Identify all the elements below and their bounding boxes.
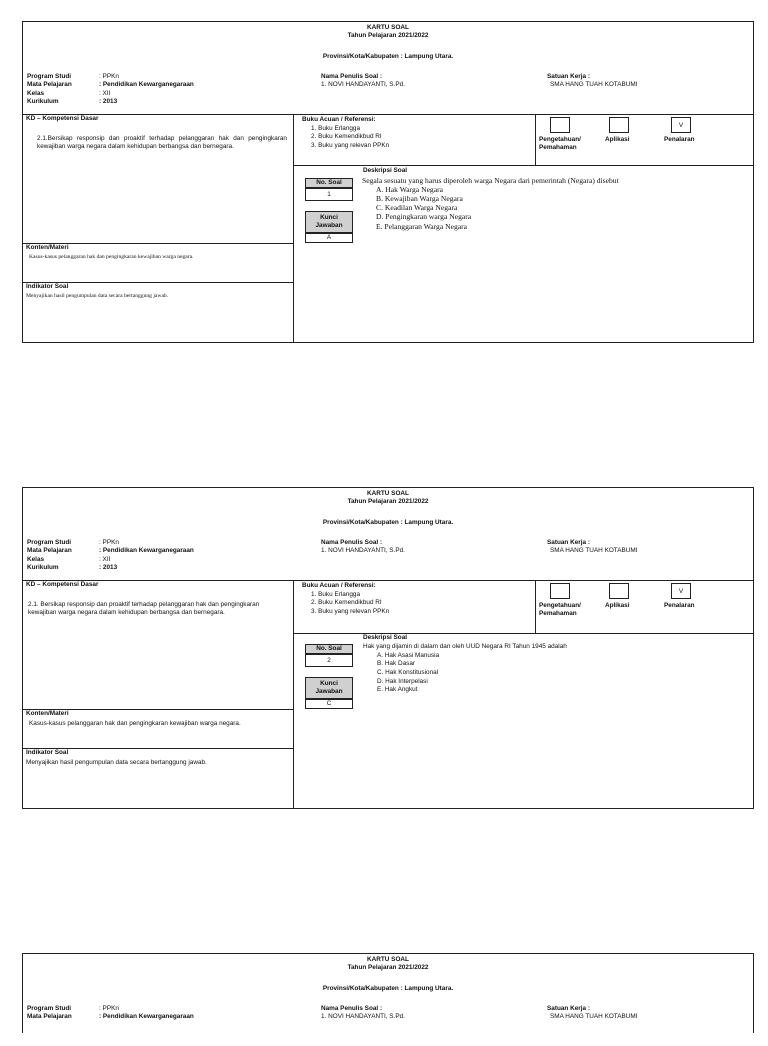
option-e[interactable]: E. Hak Angkut [377, 686, 418, 694]
option-e[interactable]: E. Pelanggaran Warga Negara [376, 221, 468, 231]
option-c[interactable]: C. Keadilan Warga Negara [376, 203, 458, 213]
card-header [23, 954, 753, 1046]
no-soal-label: No. Soal [305, 178, 353, 188]
question-card-3 [22, 953, 754, 1033]
level-label-pengetahuan: Pengetahuan/ Pemahaman [539, 136, 581, 152]
card-title: KARTU SOAL [367, 956, 409, 963]
writer-label: Nama Penulis Soal : [321, 1005, 383, 1012]
option-d[interactable]: D. Hak Interpelasi [377, 677, 428, 685]
indikator-label: Indikator Soal [26, 749, 69, 756]
ref-label: Buku Acuan / Referensi: [302, 116, 376, 123]
field-value: : PPKn [99, 1005, 119, 1012]
field-label: Program Studi [27, 539, 72, 546]
unit-label: Satuan Kerja : [547, 539, 590, 546]
field-value: : 2013 [99, 97, 118, 105]
konten-label: Konten/Materi [26, 244, 69, 251]
question-text: Segala sesuatu yang harus diperoleh warga Negara dari pemerintah (Negara) disebut [362, 176, 619, 185]
card-header [23, 488, 753, 581]
indikator-text: Menyajikan hasil pengumpulan data secara bertanggung jawab. [26, 759, 207, 766]
konten-label: Konten/Materi [26, 710, 69, 717]
konten-text: Kasus-kasus pelanggaran hak dan pengingkaran kewajiban warga negara. [29, 254, 194, 260]
field-value: : Pendidikan Kewarganegaraan [99, 1013, 194, 1021]
checkbox-aplikasi[interactable] [609, 117, 629, 133]
kd-label: KD – Kompetensi Dasar [26, 581, 99, 588]
unit-block [547, 1005, 637, 1022]
desc-label: Deskripsi Soal [363, 634, 408, 641]
desc-label: Deskripsi Soal [363, 167, 408, 174]
option-a[interactable]: A. Hak Asasi Manusia [377, 651, 440, 659]
writer-label: Nama Penulis Soal : [321, 539, 383, 546]
unit-label: Satuan Kerja : [547, 1005, 590, 1012]
writer-value: 1. NOVI HANDAYANTI, S.Pd. [321, 81, 405, 89]
unit-label: Satuan Kerja : [547, 73, 590, 80]
option-d[interactable]: D. Pengingkaran warga Negara [376, 212, 472, 222]
field-label: Kurikulum [27, 563, 59, 571]
card-province: Provinsi/Kota/Kabupaten : Lampung Utara. [322, 519, 454, 526]
card-fields [27, 1005, 287, 1022]
ref-list [311, 591, 389, 616]
writer-block [321, 1005, 405, 1022]
field-value: : 2013 [99, 563, 118, 571]
option-b[interactable]: B. Kewajiban Warga Negara [376, 194, 463, 204]
card-title: KARTU SOAL [367, 24, 409, 31]
question-block [362, 176, 752, 231]
option-c[interactable]: C. Hak Konstitusional [377, 668, 439, 676]
writer-block [321, 73, 405, 90]
konten-text: Kasus-kasus pelanggaran hak dan pengingkaran kewajiban warga negara. [29, 720, 241, 727]
checkbox-pengetahuan[interactable] [550, 117, 570, 133]
field-label: Mata Pelajaran [27, 547, 72, 555]
level-label-penalaran: Penalaran [664, 136, 695, 143]
field-label: Program Studi [27, 1005, 72, 1012]
unit-value: SMA HANG TUAH KOTABUMI [550, 81, 638, 89]
level-label-aplikasi: Aplikasi [605, 136, 630, 143]
card-fields [27, 539, 287, 572]
card-year: Tahun Pelajaran 2021/2022 [347, 964, 429, 971]
kunci-value: A [305, 233, 353, 243]
card-year: Tahun Pelajaran 2021/2022 [347, 498, 429, 505]
unit-value: SMA HANG TUAH KOTABUMI [550, 1013, 638, 1021]
kd-label: KD – Kompetensi Dasar [26, 115, 99, 122]
ref-item: 2. Buku Kemendikbud RI [311, 133, 382, 141]
card-province: Provinsi/Kota/Kabupaten : Lampung Utara. [322, 985, 454, 992]
checkbox-pengetahuan[interactable] [550, 583, 570, 599]
field-value: : XII [99, 555, 111, 563]
card-province: Provinsi/Kota/Kabupaten : Lampung Utara. [322, 53, 454, 60]
card-year: Tahun Pelajaran 2021/2022 [347, 32, 429, 39]
kd-text: 2.1. Bersikap responsip dan proaktif terhadap pelanggaran hak dan pengingkaran kewajiban warga negara dalam kehidupan berbangsa dan bernegara. [28, 601, 260, 617]
unit-block [547, 73, 637, 90]
writer-label: Nama Penulis Soal : [321, 73, 383, 80]
card-title: KARTU SOAL [367, 490, 409, 497]
ref-item: 3. Buku yang relevan PPKn [311, 607, 390, 615]
question-block [363, 643, 753, 695]
indikator-label: Indikator Soal [26, 283, 69, 290]
ref-list [311, 125, 389, 150]
question-text: Hak yang dijamin di dalam dan oleh UUD Negara RI Tahun 1945 adalah [363, 643, 567, 650]
level-label-pengetahuan: Pengetahuan/ Pemahaman [539, 602, 581, 618]
card-header [23, 22, 753, 115]
ref-label: Buku Acuan / Referensi: [302, 582, 376, 589]
field-label: Kelas [27, 555, 45, 563]
checkbox-penalaran[interactable]: V [671, 117, 691, 133]
field-value: : PPKn [99, 539, 119, 546]
indikator-text: Menyajikan hasil pengumpulan data secara bertanggung jawab. [26, 293, 169, 299]
question-card-2 [22, 487, 754, 809]
option-b[interactable]: B. Hak Dasar [377, 660, 416, 668]
ref-item: 1. Buku Erlangga [311, 125, 361, 132]
writer-block [321, 539, 405, 556]
level-label-aplikasi: Aplikasi [605, 602, 630, 609]
no-soal-label: No. Soal [305, 644, 353, 654]
field-label: Mata Pelajaran [27, 1013, 72, 1021]
field-label: Program Studi [27, 73, 72, 80]
ref-item: 2. Buku Kemendikbud RI [311, 599, 382, 607]
options-list [363, 652, 753, 695]
field-label: Kelas [27, 89, 45, 97]
checkbox-aplikasi[interactable] [609, 583, 629, 599]
unit-block [547, 539, 637, 556]
writer-value: 1. NOVI HANDAYANTI, S.Pd. [321, 547, 405, 555]
field-value: : PPKn [99, 73, 119, 80]
field-value: : XII [99, 89, 111, 97]
field-value: : Pendidikan Kewarganegaraan [99, 81, 194, 89]
kd-text: 2.1.Bersikap responsip dan proaktif terhadap pelanggaran hak dan pengingkaran kewajiban warga negara dalam kehidupan berbangsa dan bernegara. [37, 135, 287, 151]
checkbox-penalaran[interactable]: V [671, 583, 691, 599]
no-soal-value: 1 [305, 188, 353, 201]
field-label: Kurikulum [27, 97, 59, 105]
option-a[interactable]: A. Hak Warga Negara [376, 185, 444, 195]
no-soal-value: 2 [305, 654, 353, 667]
level-label-penalaran: Penalaran [664, 602, 695, 609]
unit-value: SMA HANG TUAH KOTABUMI [550, 547, 638, 555]
ref-item: 1. Buku Erlangga [311, 591, 361, 598]
ref-item: 3. Buku yang relevan PPKn [311, 141, 390, 149]
kunci-value: C [305, 699, 353, 709]
kunci-label: Kunci Jawaban [305, 211, 353, 233]
field-label: Mata Pelajaran [27, 81, 72, 89]
kunci-label: Kunci Jawaban [305, 677, 353, 699]
card-fields [27, 73, 287, 106]
field-value: : Pendidikan Kewarganegaraan [99, 547, 194, 555]
question-card-1 [22, 21, 754, 343]
options-list [362, 185, 752, 231]
writer-value: 1. NOVI HANDAYANTI, S.Pd. [321, 1013, 405, 1021]
